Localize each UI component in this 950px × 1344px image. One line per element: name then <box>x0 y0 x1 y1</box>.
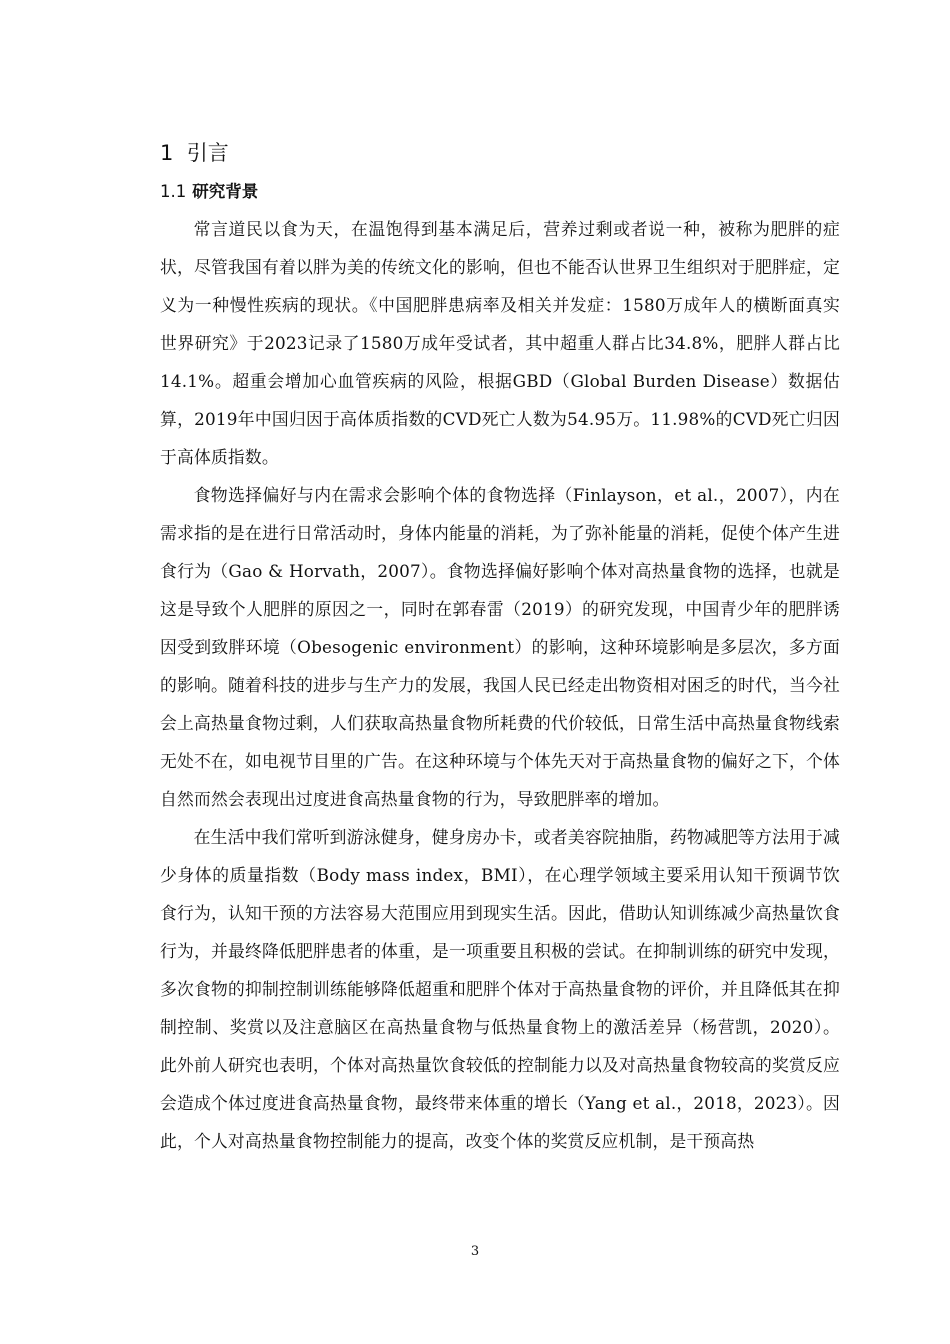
section-number: 1 <box>160 141 174 165</box>
page-content <box>160 128 840 1160</box>
section-title: 引言 <box>186 141 229 165</box>
section-heading <box>160 138 840 168</box>
subsection-heading <box>160 180 840 204</box>
paragraph-1: 常言道民以食为天，在温饱得到基本满足后，营养过剩或者说一种，被称为肥胖的症状，尽管我国有着以胖为美的传统文化的影响，但也不能否认世界卫生组织对于肥胖症，定义为一种慢性疾病的现状。《中国肥胖患病率及相关并发症：1580万成年人的横断面真实世界研究》于2023记录了1580万成年受试者，其中超重人群占比34.8%，肥胖人群占比14.1%。超重会增加心血管疾病的风险，根据GBD（Global Burden Disease）数据估算，2019年中国归因于高体质指数的CVD死亡人数为54.95万。11.98%的CVD死亡归因于高体质指数。 <box>160 219 840 467</box>
subsection-title: 研究背景 <box>192 182 259 201</box>
page-number: 3 <box>470 1244 480 1259</box>
paragraph-2: 食物选择偏好与内在需求会影响个体的食物选择（Finlayson，et al.，2007），内在需求指的是在进行日常活动时，身体内能量的消耗，为了弥补能量的消耗，促使个体产生进食行为（Gao & Horvath，2007）。食物选择偏好影响个体对高热量食物的选择，也就是这是导致个人肥胖的原因之一，同时在郭春雷（2019）的研究发现，中国青少年的肥胖诱因受到致胖环境（Obesogenic environment）的影响，这种环境影响是多层次，多方面的影响。随着科技的进步与生产力的发展，我国人民已经走出物资相对困乏的时代，当今社会上高热量食物过剩，人们获取高热量食物所耗费的代价较低，日常生活中高热量食物线索无处不在，如电视节目里的广告。在这种环境与个体先天对于高热量食物的偏好之下，个体自然而然会表现出过度进食高热量食物的行为，导致肥胖率的增加。 <box>160 485 840 809</box>
subsection-number: 1.1 <box>160 182 187 201</box>
paragraph-3: 在生活中我们常听到游泳健身，健身房办卡，或者美容院抽脂，药物减肥等方法用于减少身体的质量指数（Body mass index，BMI），在心理学领域主要采用认知干预调节饮食行为，认知干预的方法容易大范围应用到现实生活。因此，借助认知训练减少高热量饮食行为，并最终降低肥胖患者的体重，是一项重要且积极的尝试。在抑制训练的研究中发现，多次食物的抑制控制训练能够降低超重和肥胖个体对于高热量食物的评价，并且降低其在抑制控制、奖赏以及注意脑区在高热量食物与低热量食物上的激活差异（杨营凯，2020）。此外前人研究也表明，个体对高热量饮食较低的控制能力以及对高热量食物较高的奖赏反应会造成个体过度进食高热量食物，最终带来体重的增长（Yang et al.，2018，2023）。因此，个人对高热量食物控制能力的提高，改变个体的奖赏反应机制，是干预高热 <box>160 827 840 1151</box>
